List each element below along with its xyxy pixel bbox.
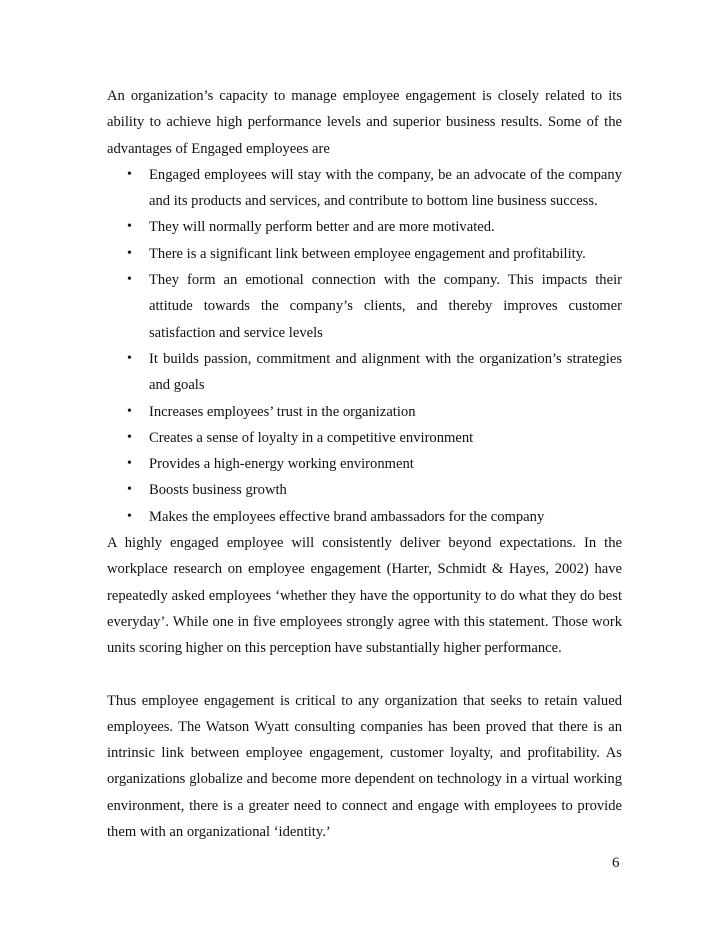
list-item-text: Provides a high-energy working environment [149,456,414,473]
bullet-icon: • [127,508,132,524]
list-item [107,451,622,477]
engagement-research-paragraph: A highly engaged employee will consistently deliver beyond expectations. In the workplace research on employee engagement (Harter, Schmidt & Hayes, 2002) have repeatedly asked employees ‘whether they have the opportunity to do what they do best everyday’. While one in five employees strongly agree with this statement. Those work units scoring higher on this perception have substantially higher performance. [107,535,622,657]
list-item-text: They form an emotional connection with the company. This impacts their attitude towards the company’s clients, and thereby improves customer satisfaction and service levels [149,272,622,341]
list-item-text: Engaged employees will stay with the company, be an advocate of the company and its products and services, and contribute to bottom line business success. [149,166,622,210]
bullet-icon: • [127,456,132,472]
list-item [107,267,622,346]
advantages-list [107,162,622,530]
list-item-text: Increases employees’ trust in the organization [149,403,416,420]
list-item [107,162,622,215]
list-item-text: Boosts business growth [149,482,287,499]
bullet-icon: • [127,350,132,366]
bullet-icon: • [127,219,132,235]
list-item [107,504,622,530]
list-item-text: Creates a sense of loyalty in a competitive environment [149,429,474,446]
list-item [107,425,622,451]
page-number: 6 [612,855,620,871]
bullet-icon: • [127,245,132,261]
paragraph-spacer [107,662,622,688]
list-item-text: Makes the employees effective brand ambassadors for the company [149,508,545,525]
intro-paragraph: An organization’s capacity to manage employee engagement is closely related to its ability to achieve high performance levels and superior business results. Some of the advantages of Engaged employees are [107,88,622,157]
page-body [107,83,622,845]
list-item-text: It builds passion, commitment and alignment with the organization’s strategies and goals [149,350,622,394]
list-item-text: There is a significant link between employee engagement and profitability. [149,245,586,262]
list-item [107,477,622,503]
list-item [107,241,622,267]
list-item [107,399,622,425]
list-item-text: They will normally perform better and are more motivated. [149,219,495,236]
bullet-icon: • [127,482,132,498]
list-item [107,214,622,240]
bullet-icon: • [127,166,132,182]
bullet-icon: • [127,272,132,288]
conclusion-paragraph: Thus employee engagement is critical to any organization that seeks to retain valued employees. The Watson Wyatt consulting companies has been proved that there is an intrinsic link between employee engagement, customer loyalty, and profitability. As organizations globalize and become more dependent on technology in a virtual working environment, there is a greater need to connect and engage with employees to provide them with an organizational ‘identity.’ [107,692,622,841]
list-item [107,346,622,399]
bullet-icon: • [127,429,132,445]
bullet-icon: • [127,403,132,419]
